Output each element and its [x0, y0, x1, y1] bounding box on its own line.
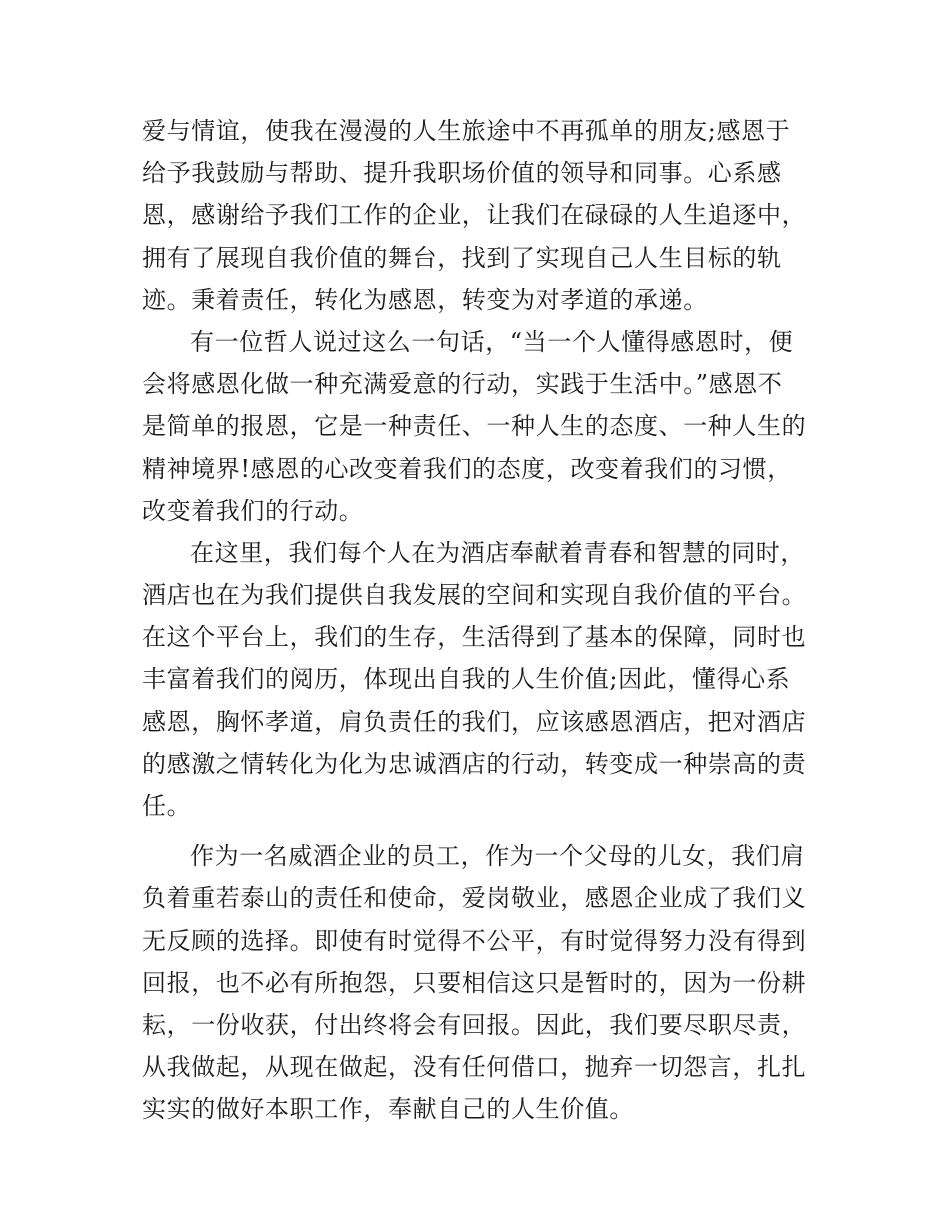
text-line: 实实的做好本职工作，奉献自己的人生价值。 — [142, 1095, 634, 1124]
text-line: 作为一名威酒企业的员工，作为一个父母的儿女，我们肩 — [190, 842, 805, 871]
text-line: 在这个平台上，我们的生存，生活得到了基本的保障，同时也 — [142, 623, 807, 652]
text-line: 会将感恩化做一种充满爱意的行动，实践于生活中。”感恩不 — [142, 370, 783, 399]
text-line: 恩，感谢给予我们工作的企业，让我们在碌碌的人生追逐中， — [142, 201, 807, 230]
text-line: 的感激之情转化为化为忠诚酒店的行动，转变成一种崇高的责 — [142, 749, 807, 778]
text-line: 迹。秉着责任，转化为感恩，转变为对孝道的承递。 — [142, 285, 708, 314]
text-line: 给予我鼓励与帮助、提升我职场价值的领导和同事。心系感 — [142, 159, 782, 188]
paragraph-2 — [142, 321, 814, 532]
text-line: 负着重若泰山的责任和使命，爱岗敬业，感恩企业成了我们义 — [142, 884, 807, 913]
paragraph-3 — [142, 532, 814, 827]
text-line: 爱与情谊，使我在漫漫的人生旅途中不再孤单的朋友;感恩于 — [142, 117, 791, 145]
text-line: 是简单的报恩，它是一种责任、一种人生的态度、一种人生的 — [142, 412, 807, 441]
paragraph-4 — [142, 835, 814, 1130]
text-line: 感恩，胸怀孝道，肩负责任的我们，应该感恩酒店，把对酒店 — [142, 707, 807, 736]
text-line: 在这里，我们每个人在为酒店奉献着青春和智慧的同时， — [190, 538, 805, 567]
text-line: 无反顾的选择。即使有时觉得不公平，有时觉得努力没有得到 — [142, 926, 807, 955]
text-line: 改变着我们的行动。 — [142, 496, 364, 525]
document-body — [142, 110, 814, 1131]
text-line: 回报，也不必有所抱怨，只要相信这只是暂时的，因为一份耕 — [142, 968, 807, 997]
text-line: 有一位哲人说过这么一句话，“当一个人懂得感恩时，便 — [190, 327, 794, 356]
paragraph-spacing — [142, 827, 814, 835]
text-line: 耘，一份收获，付出终将会有回报。因此，我们要尽职尽责， — [142, 1010, 807, 1039]
text-line: 拥有了展现自我价值的舞台，找到了实现自己人生目标的轨 — [142, 243, 782, 272]
text-line: 任。 — [142, 792, 192, 820]
text-line: 酒店也在为我们提供自我发展的空间和实现自我价值的平台。 — [142, 581, 807, 610]
text-line: 从我做起，从现在做起，没有任何借口，抛弃一切怨言，扎扎 — [142, 1053, 807, 1082]
text-line: 丰富着我们的阅历，体现出自我的人生价值;因此，懂得心系 — [142, 665, 791, 694]
paragraph-1 — [142, 110, 814, 321]
text-line: 精神境界!感恩的心改变着我们的态度，改变着我们的习惯， — [142, 454, 792, 483]
